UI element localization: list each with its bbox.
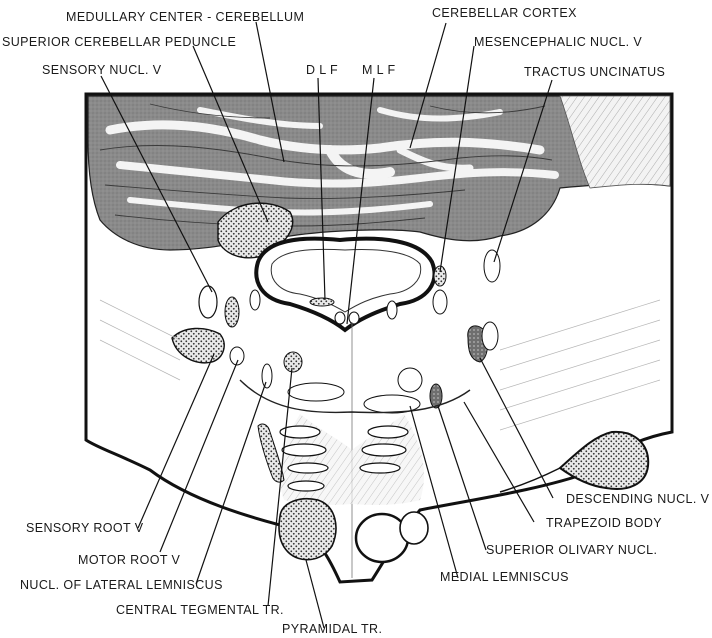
label-central-tegmental-tr: CENTRAL TEGMENTAL TR. [116, 603, 284, 617]
label-cerebellar-cortex: CEREBELLAR CORTEX [432, 6, 577, 20]
pyramidal-tract-left [279, 499, 336, 560]
label-mlf: M L F [362, 63, 396, 77]
label-dlf: D L F [306, 63, 339, 77]
label-nucl-lateral-lemniscus: NUCL. OF LATERAL LEMNISCUS [20, 578, 223, 592]
circle-right-tegmentum [398, 368, 422, 392]
small-ellipse-right-3 [482, 322, 498, 350]
motor-nucleus-v [225, 297, 239, 327]
label-pyramidal-tr: PYRAMIDAL TR. [282, 622, 383, 636]
label-sensory-root: SENSORY ROOT V [26, 521, 144, 535]
label-superior-cerebellar-peduncle: SUPERIOR CEREBELLAR PEDUNCLE [2, 35, 237, 49]
small-ellipse-left-1 [250, 290, 260, 310]
label-descending-nucl: DESCENDING NUCL. V [566, 492, 710, 506]
small-ellipse-right-1 [433, 290, 447, 314]
medial-lemniscus-left [288, 383, 344, 401]
central-tegmental-tract-left [284, 352, 302, 372]
tractus-uncinatus-structure [484, 250, 500, 282]
label-tractus-uncinatus: TRACTUS UNCINATUS [524, 65, 666, 79]
label-medullary-center-cerebellum: MEDULLARY CENTER - CEREBELLUM [66, 10, 305, 24]
label-mesencephalic-nucl: MESENCEPHALIC NUCL. V [474, 35, 643, 49]
label-medial-lemniscus: MEDIAL LEMNISCUS [440, 570, 569, 584]
mlf-structure-right [349, 312, 359, 324]
small-ellipse-right-2 [387, 301, 397, 319]
nucl-lateral-lemniscus-left [262, 364, 272, 388]
dlf-structure [310, 298, 334, 306]
mlf-structure-left [335, 312, 345, 324]
label-sensory-nucl: SENSORY NUCL. V [42, 63, 162, 77]
sensory-nucleus-v [199, 286, 217, 318]
label-motor-root: MOTOR ROOT V [78, 553, 181, 567]
label-superior-olivary-nucl: SUPERIOR OLIVARY NUCL. [486, 543, 658, 557]
pyramidal-tract-right [356, 514, 408, 562]
label-trapezoid-body: TRAPEZOID BODY [546, 516, 663, 530]
pyramidal-tract-right-inner [400, 512, 428, 544]
